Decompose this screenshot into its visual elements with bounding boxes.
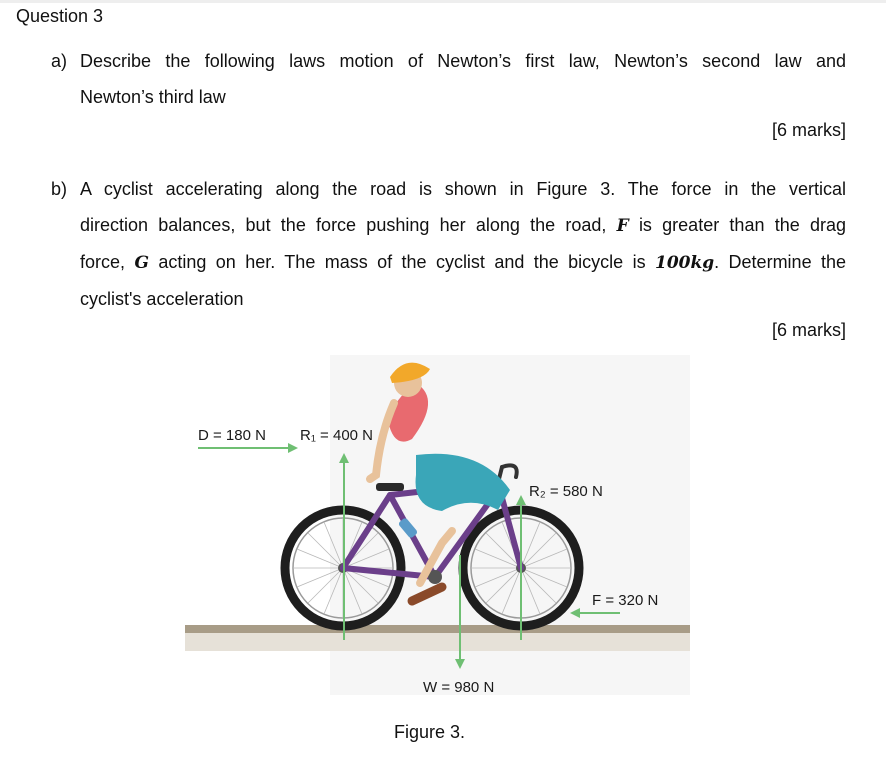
part-b-line-4: cyclist's acceleration bbox=[80, 289, 244, 309]
force-r2-label: R₂ = 580 N bbox=[529, 483, 603, 500]
part-b-line-2 bbox=[80, 207, 846, 244]
part-b-line-3-mid: acting on her. The mass of the cyclist and the bicycle is bbox=[158, 252, 646, 272]
cyclist-force-diagram bbox=[180, 355, 692, 700]
question-title: Question 3 bbox=[16, 6, 104, 26]
part-b-line-2-post: is greater than the drag bbox=[638, 215, 846, 235]
part-b-line-3-post: . Determine the bbox=[714, 252, 846, 272]
force-w-label: W = 980 N bbox=[423, 679, 495, 696]
part-b-marks: [6 marks] bbox=[771, 320, 846, 340]
force-d-arrow bbox=[198, 443, 298, 453]
part-b-line-2-pre: direction balances, but the force pushing her along the road, bbox=[80, 215, 607, 235]
bike-saddle bbox=[376, 483, 404, 491]
part-a-label: a) bbox=[51, 51, 68, 71]
force-f-label: F = 320 N bbox=[592, 592, 659, 609]
part-a-text bbox=[80, 43, 846, 115]
part-a-marks: [6 marks] bbox=[771, 120, 846, 140]
part-b-line-3-pre: force, bbox=[80, 252, 126, 272]
force-r1-label: R₁ = 400 N bbox=[300, 427, 374, 444]
part-a-line-1: Describe the following laws motion of Newton’s first law, Newton’s second law and bbox=[80, 51, 846, 71]
part-a-line-2: Newton’s third law bbox=[80, 87, 226, 107]
top-border bbox=[0, 0, 886, 3]
force-d-label: D = 180 N bbox=[198, 427, 266, 444]
road-shadow bbox=[185, 633, 690, 651]
mass-value: 100kg bbox=[655, 253, 715, 273]
variable-f: F bbox=[616, 216, 629, 236]
part-b-line-3 bbox=[80, 244, 846, 281]
road-surface bbox=[185, 625, 690, 633]
part-b-line-1: A cyclist accelerating along the road is shown in Figure 3. The force in the vertical bbox=[80, 179, 846, 199]
figure-caption: Figure 3. bbox=[394, 722, 466, 742]
variable-g: G bbox=[134, 253, 149, 273]
part-b-label: b) bbox=[51, 179, 68, 199]
part-b-text bbox=[80, 171, 846, 317]
